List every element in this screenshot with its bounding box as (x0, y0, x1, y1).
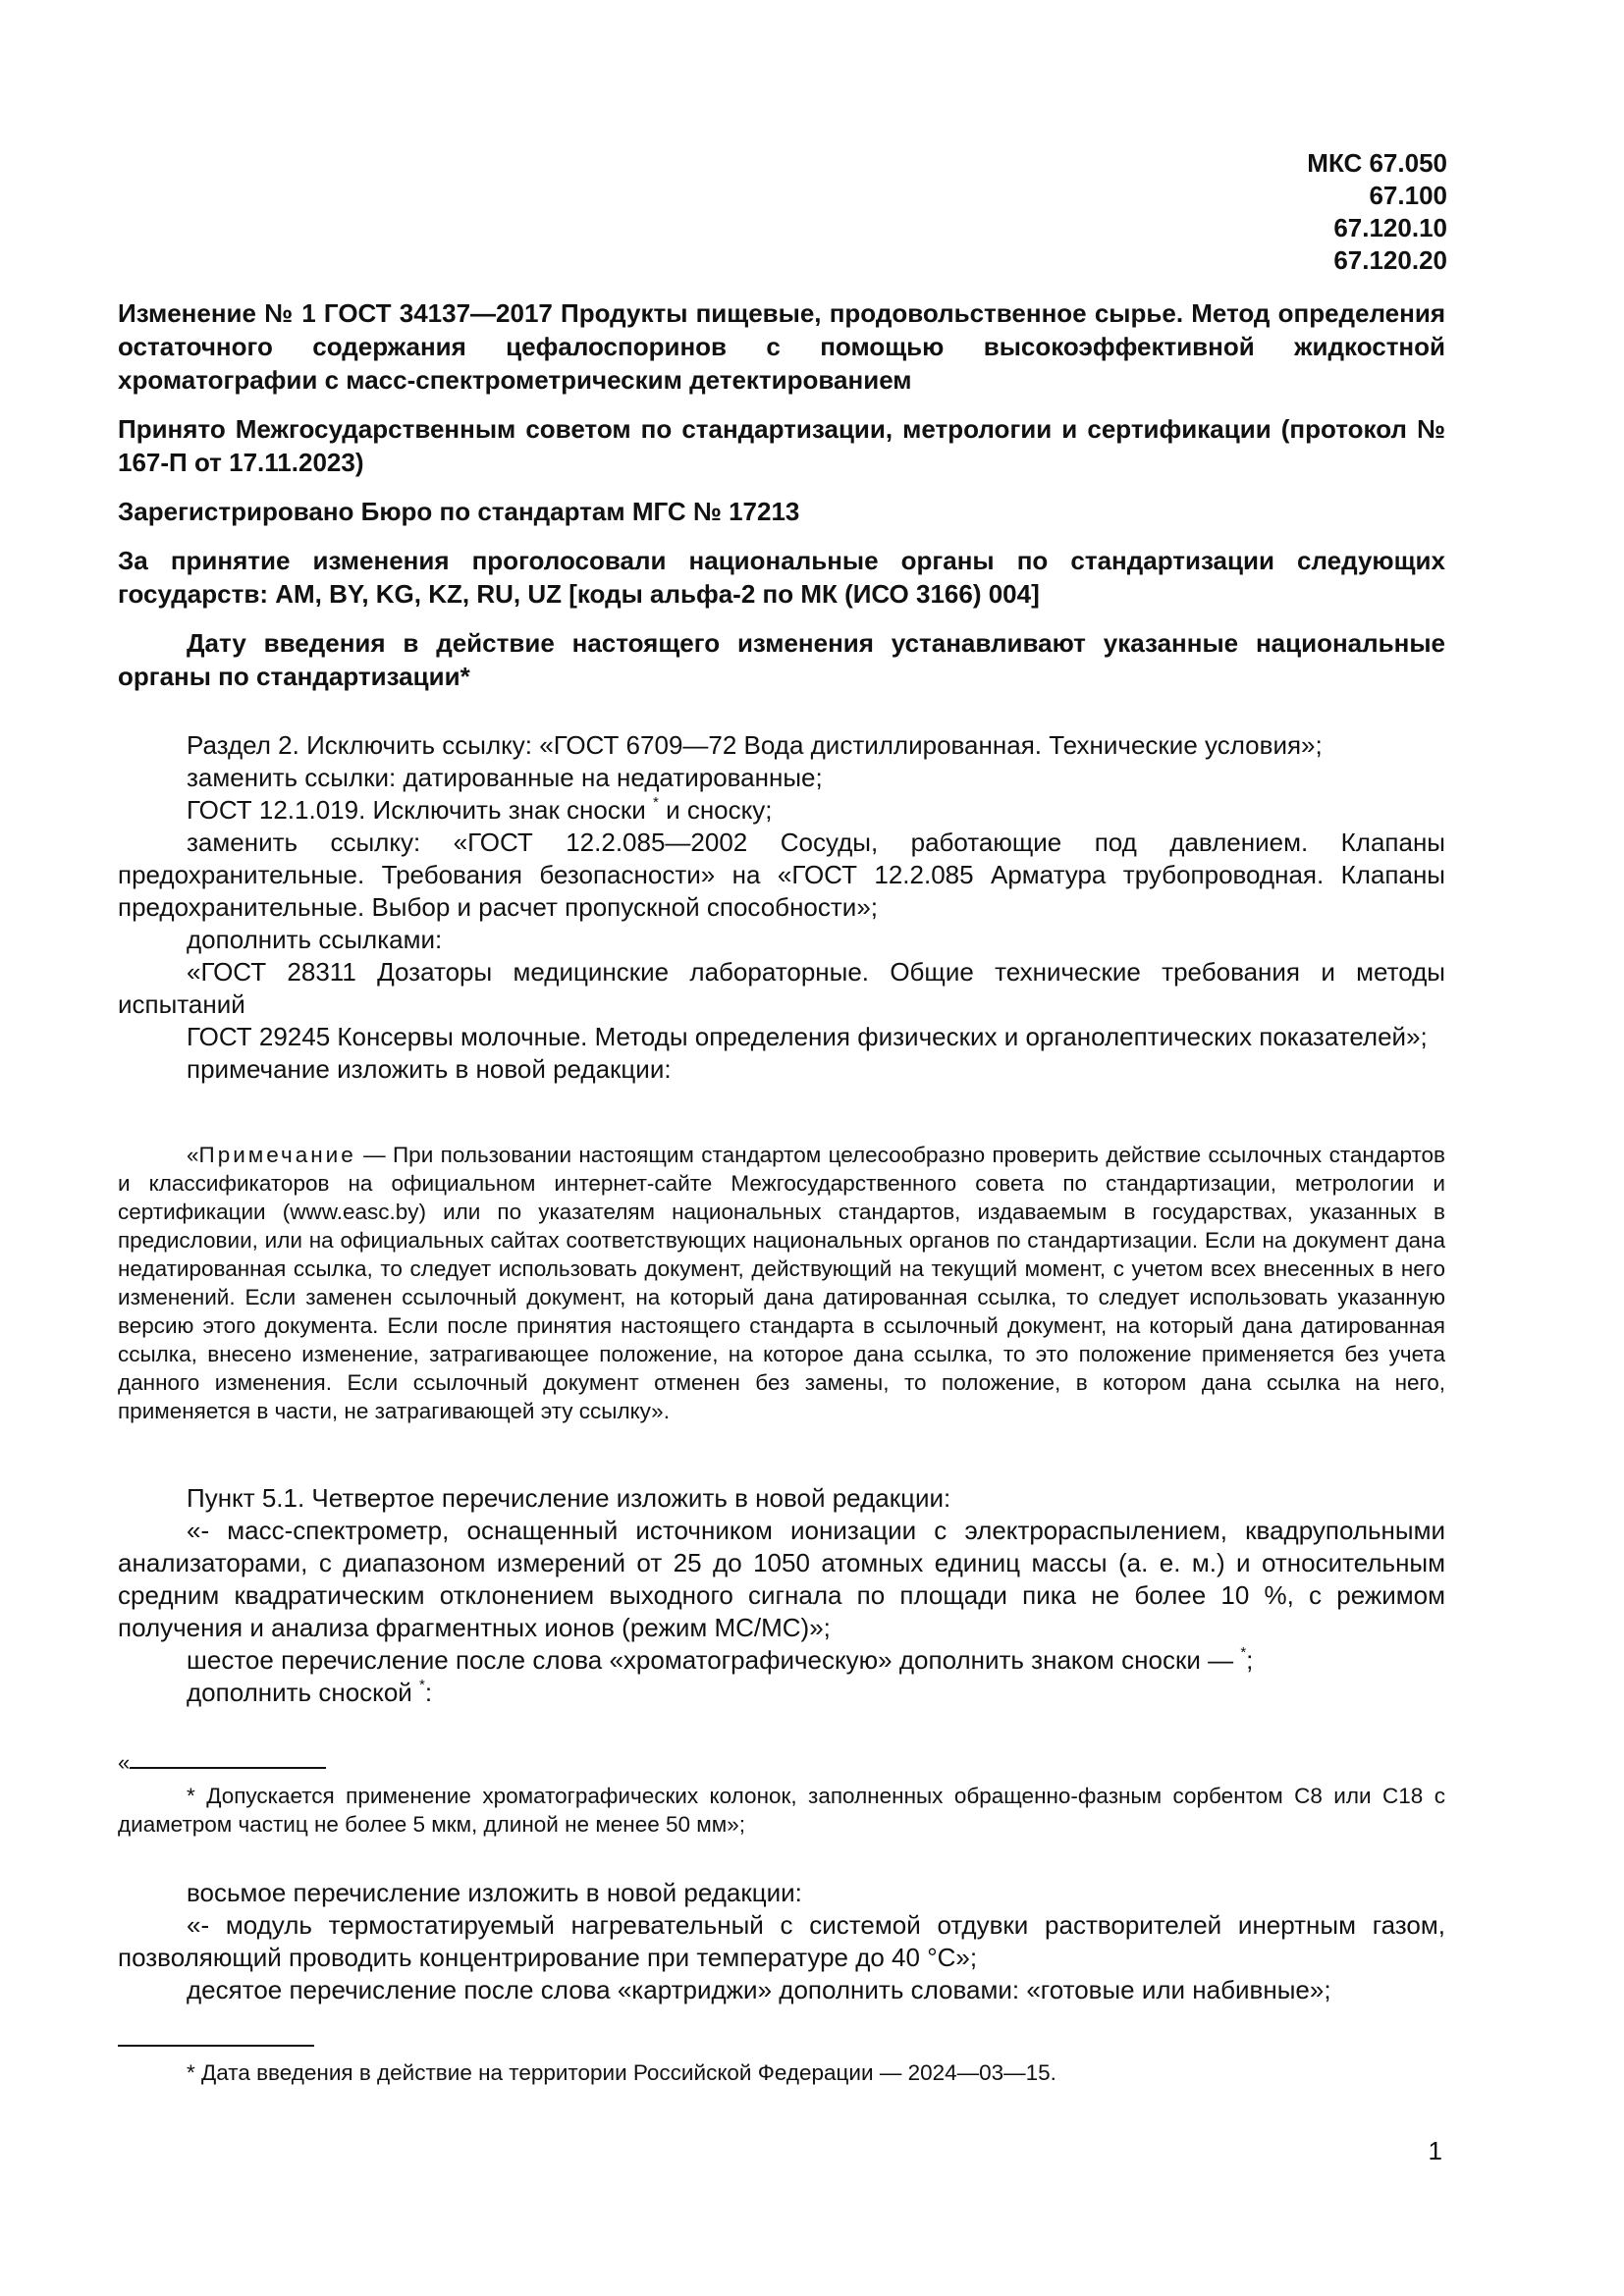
paragraph (118, 794, 1445, 827)
paragraph: примечание изложить в новой редакции: (187, 1054, 672, 1084)
registered-statement: Зарегистрировано Бюро по стандартам МГС № 17213 (118, 497, 800, 526)
paragraph: десятое перечисление после слова «картриджи» дополнить словами: «готовые или набивные»; (187, 1975, 1331, 2004)
inner-footnote-text: * Допускается применение хроматографических колонок, заполненных обращенно-фазным сорбентом С8 или С18 с диаметром частиц не более 5 мкм, длиной не менее 50 мм»; (118, 1784, 1445, 1837)
page-footnote (118, 2058, 1445, 2087)
paragraph: Раздел 2. Исключить ссылку: «ГОСТ 6709—72 Вода дистиллированная. Технические условия»; (187, 730, 1323, 760)
text-span: ; (1246, 1645, 1254, 1675)
mks-code-line: 67.100 (1369, 181, 1447, 210)
continued-amendments (118, 1877, 1445, 2006)
note-text: — При пользовании настоящим стандартом целесообразно проверить действие ссылочных стандартов и классификаторов на официальном интернет-сайте Межгосударственного совета по стандартизации, метрологии и сертификации (www.easc.by) или по указателям национальных стандартов, издаваемым в государствах, указанных в предисловии, или на официальных сайтах соответствующих национальных органов по стандартизации. Если на документ дана недатированная ссылка, то следует использовать документ, действующий на текущий момент, с учетом всех внесенных в него изменений. Если заменен ссылочный документ, на который дана датированная ссылка, то следует использовать указанную версию этого документа. Если после принятия настоящего стандарта в ссылочный документ, на который дана датированная ссылка, внесено изменение, затрагивающее положение, на которое дана ссылка, то это положение применяется без учета данного изменения. Если ссылочный документ отменен без замены, то положение, в котором дана ссылка на него, применяется в части, не затрагивающей эту ссылку». (118, 1143, 1445, 1423)
mks-code-line: 67.120.10 (1333, 213, 1447, 242)
mks-codes (1307, 147, 1447, 277)
inner-footnote (118, 1782, 1445, 1839)
footnote-mark: * (653, 794, 659, 812)
note-paragraph (118, 1141, 1445, 1425)
paragraph: Пункт 5.1. Четвертое перечисление изложить в новой редакции: (187, 1483, 951, 1513)
header-block (118, 296, 1445, 693)
paragraph: «ГОСТ 28311 Дозаторы медицинские лабораторные. Общие технические требования и методы испытаний (118, 957, 1445, 1019)
paragraph: дополнить ссылками: (187, 925, 443, 954)
paragraph: заменить ссылки: датированные на недатированные; (187, 763, 823, 792)
paragraph (118, 1677, 1445, 1709)
inner-footnote-quote: « (118, 1750, 131, 1775)
point-5-1 (118, 1482, 1445, 1709)
paragraph: «- масс-спектрометр, оснащенный источником ионизации с электрораспылением, квадрупольными анализаторами, с диапазоном измерений от 25 до 1050 атомных единиц массы (а. е. м.) и относительным средним квадратическим отклонением выходного сигнала по площади пика не более 10 %, с режимом получения и анализа фрагментных ионов (режим МС/МС)»; (118, 1516, 1445, 1642)
accepted-statement: Принято Межгосударственным советом по стандартизации, метрологии и сертификации (протокол № 167-П от 17.11.2023) (118, 414, 1445, 477)
section-2 (118, 729, 1445, 1086)
mks-code-line: 67.120.20 (1333, 245, 1447, 275)
paragraph (118, 1644, 1445, 1677)
date-intro-mark: * (460, 662, 470, 691)
text-span: : (424, 1678, 433, 1707)
paragraph: заменить ссылку: «ГОСТ 12.2.085—2002 Сосуды, работающие под давлением. Клапаны предохранительные. Требования безопасности» на «ГОСТ 12.2.085 Арматура трубопроводная. Клапаны предохранительные. Выбор и расчет пропускной способности»; (118, 828, 1445, 922)
paragraph: ГОСТ 29245 Консервы молочные. Методы определения физических и органолептических показателей»; (187, 1022, 1428, 1051)
footnote-mark: * (419, 1677, 425, 1694)
amendment-title: Изменение № 1 ГОСТ 34137—2017 Продукты пищевые, продовольственное сырье. Метод определения остаточного содержания цефалоспоринов с помощью высокоэффективной жидкостной хроматографии с масс-спектрометрическим детектированием (118, 298, 1445, 395)
note-label: Примечание (198, 1143, 356, 1167)
quote-mark: « (187, 1143, 199, 1167)
page-footnote-text: * Дата введения в действие на территории Российской Федерации — 2024—03—15. (187, 2060, 1056, 2085)
footnote-mark: * (1240, 1644, 1247, 1662)
paragraph: «- модуль термостатируемый нагревательный с системой отдувки растворителей инертным газом, позволяющий проводить концентрирование при температуре до 40 °С»; (118, 1910, 1445, 1972)
inner-footnote-rule (130, 1767, 326, 1769)
page-footnote-rule (118, 2045, 314, 2047)
text-span: дополнить сноской (187, 1678, 420, 1707)
date-intro-text: Дату введения в действие настоящего изменения устанавливают указанные национальные органы по стандартизации (118, 628, 1445, 691)
note-block (118, 1141, 1445, 1425)
text-span: шестое перечисление после слова «хроматографическую» дополнить знаком сноски — (187, 1645, 1241, 1675)
text-span: и сноску; (658, 795, 773, 825)
page-number: 1 (1428, 2136, 1442, 2165)
paragraph: восьмое перечисление изложить в новой редакции: (187, 1878, 802, 1907)
voted-statement: За принятие изменения проголосовали национальные органы по стандартизации следующих государств: AM, BY, KG, KZ, RU, UZ [коды альфа-2 по МК (ИСО 3166) 004] (118, 546, 1445, 609)
text-span: ГОСТ 12.1.019. Исключить знак сноски (187, 795, 653, 825)
mks-code-line: МКС 67.050 (1307, 148, 1447, 178)
date-intro-statement (118, 626, 1445, 693)
